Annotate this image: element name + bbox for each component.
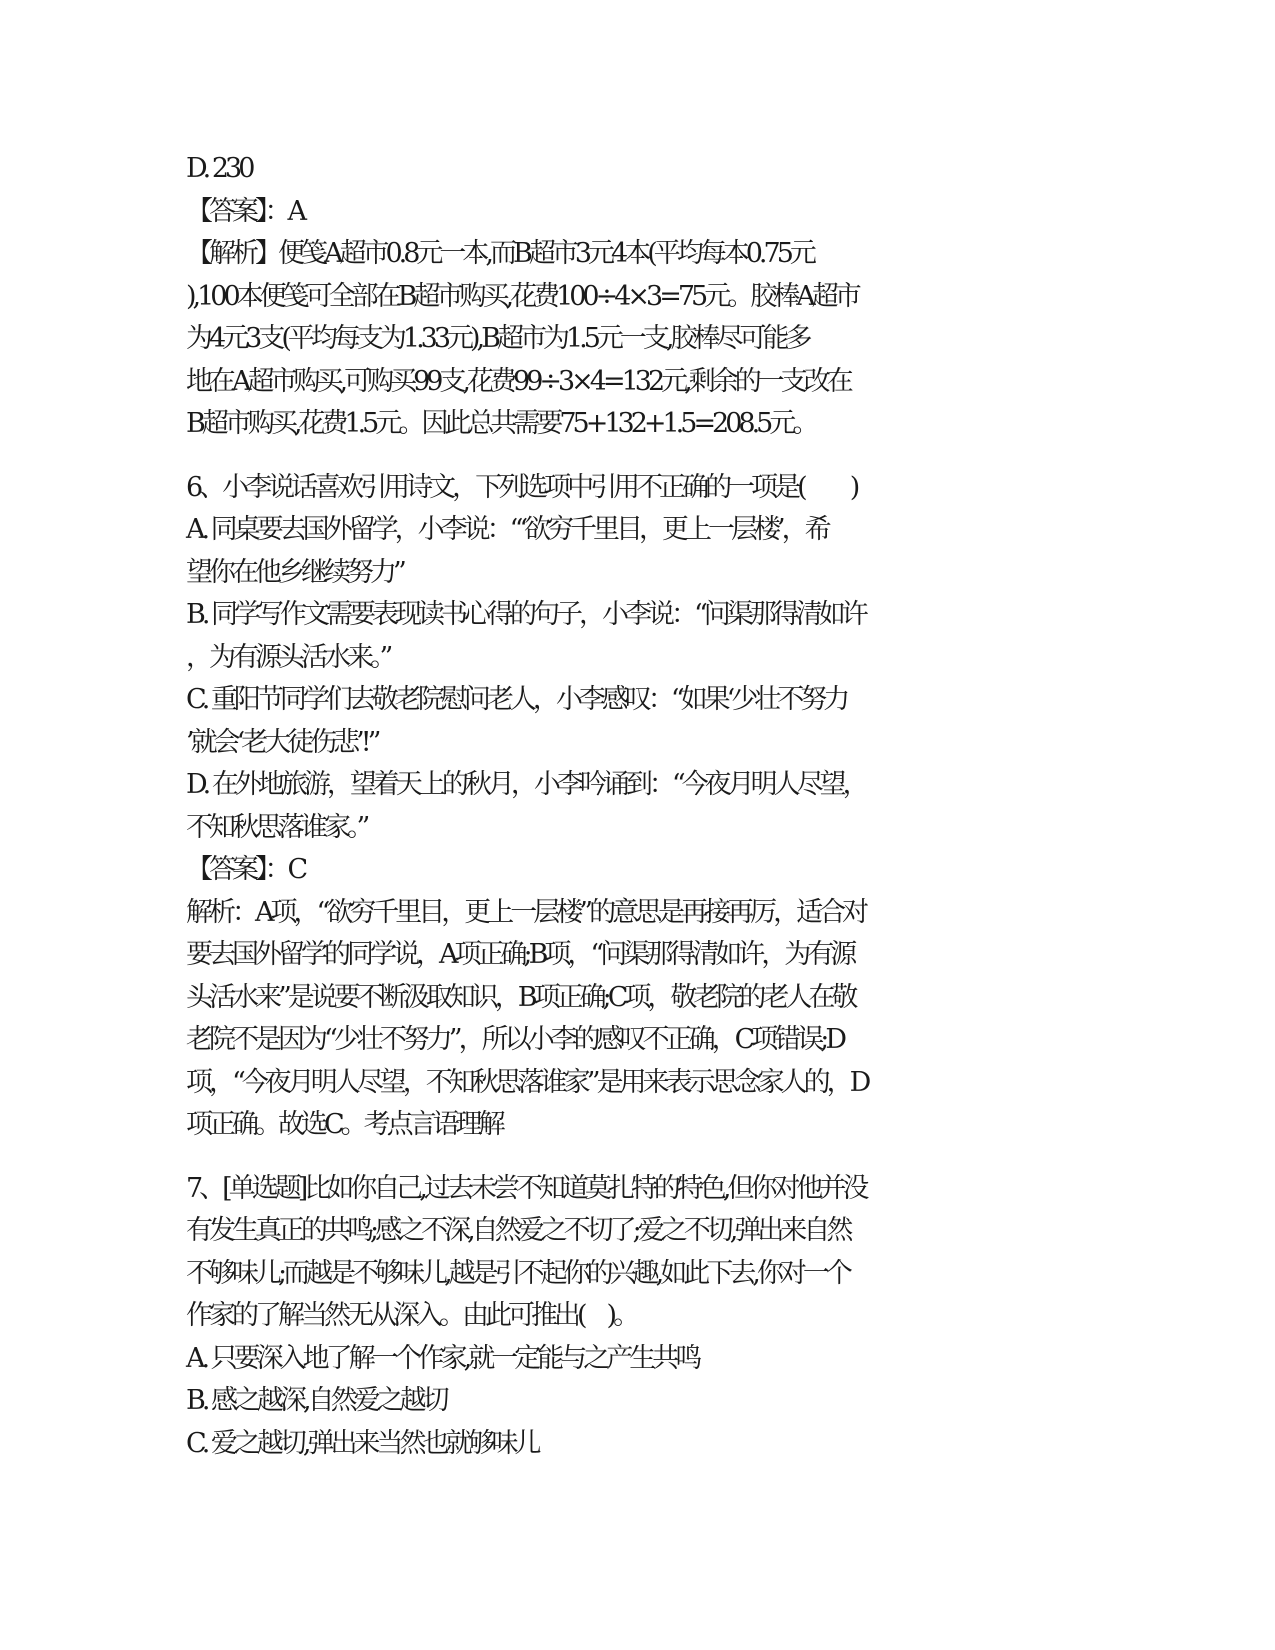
q6-stem: 6、小李说话喜欢引用诗文，下列选项中引用不正确的一项是( ) [186,471,857,503]
q7-option-a: A. 只要深入地了解一个作家,就一定能与之产生共鸣 [186,1342,699,1374]
q7-stem-line: 不够味儿;而越是不够味儿,越是引不起你的兴趣,如此下去,你对一个 [186,1257,849,1289]
q6-option-a: 望你在他乡继续努力” [186,556,403,588]
q6-option-c: ’就会‘老大徒伤悲’!” [186,726,378,758]
q7-option-b: B. 感之越深,自然爱之越切 [186,1385,446,1416]
q7-stem-line: 7、[单选题]比如你自己,过去未尝不知道莫扎特的特色,但你对他并没 [186,1172,866,1204]
section-gap [186,1147,1086,1168]
document-page [186,148,1086,1465]
q6-analysis-line: 项正确。故选C。考点言语理解 [186,1109,502,1140]
q5-option-d: D. 230 [186,153,252,184]
q6-option-b: B. 同学写作文需要表现读书心得的句子，小李说：“问渠那得清如许 [186,599,865,630]
q6-answer: 【答案】：C [186,854,305,885]
q6-option-a: A. 同桌要去国外留学，小李说：“‘欲穷千里目，更上一层楼’，希 [186,514,828,545]
q6-option-d: 不知秋思落谁家。” [186,811,367,843]
q6-option-c: C. 重阳节同学们去敬老院慰问老人，小李感叹：“如果‘少壮不努力 [186,684,847,715]
q6-analysis-line: 项，“今夜月明人尽望，不知秋思落谁家”是用来表示思念家人的，D [186,1066,868,1098]
q6-analysis-line: 头活水来”是说要不断汲取知识，B项正确;C项，敬老院的老人在敬 [186,981,855,1013]
q6-analysis-line: 要去国外留学的同学说，A项正确;B项，“问渠那得清如许，为有源 [186,939,854,970]
q5-analysis-line: 为4元3支(平均每支为1.33元),B超市为1.5元一支,胶棒尽可能多 [186,323,809,354]
section-gap [186,446,1086,467]
q5-analysis-line: 地在A超市购买,可购买99支,花费99÷3×4=132元,剩余的一支改在 [186,365,850,397]
q7-stem-line: 有发生真正的共鸣;感之不深,自然爱之不切了;爱之不切,弹出来自然 [186,1215,850,1246]
q5-analysis-line: 【解析】便笺A超市0.8元一本,而B超市3元4本(平均每本0.75元 [186,238,813,269]
q7-option-c: C. 爱之越切,弹出来当然也就够味儿 [186,1427,538,1459]
q6-option-b: ，为有源头活水来。” [186,641,390,673]
q6-analysis-line: 解析：A项，“欲穷千里目，更上一层楼”的意思是再接再厉，适合对 [186,896,866,928]
q5-answer: 【答案】：A [186,195,303,227]
q6-option-d: D. 在外地旅游，望着天上的秋月，小李吟诵到：“今夜月明人尽望， [186,769,866,800]
q5-analysis-line: ),100本便笺可全部在B超市购买,花费100÷4×3=75元。胶棒A超市 [186,280,858,312]
q7-stem-line: 作家的了解当然无从深入。由此可推出( )。 [186,1300,637,1331]
q6-analysis-line: 老院不是因为“少壮不努力”，所以小李的感叹不正确，C项错误;D [186,1024,844,1055]
q5-analysis-line: B超市购买,花费1.5元。因此总共需要75+132+1.5=208.5元。 [186,408,816,439]
